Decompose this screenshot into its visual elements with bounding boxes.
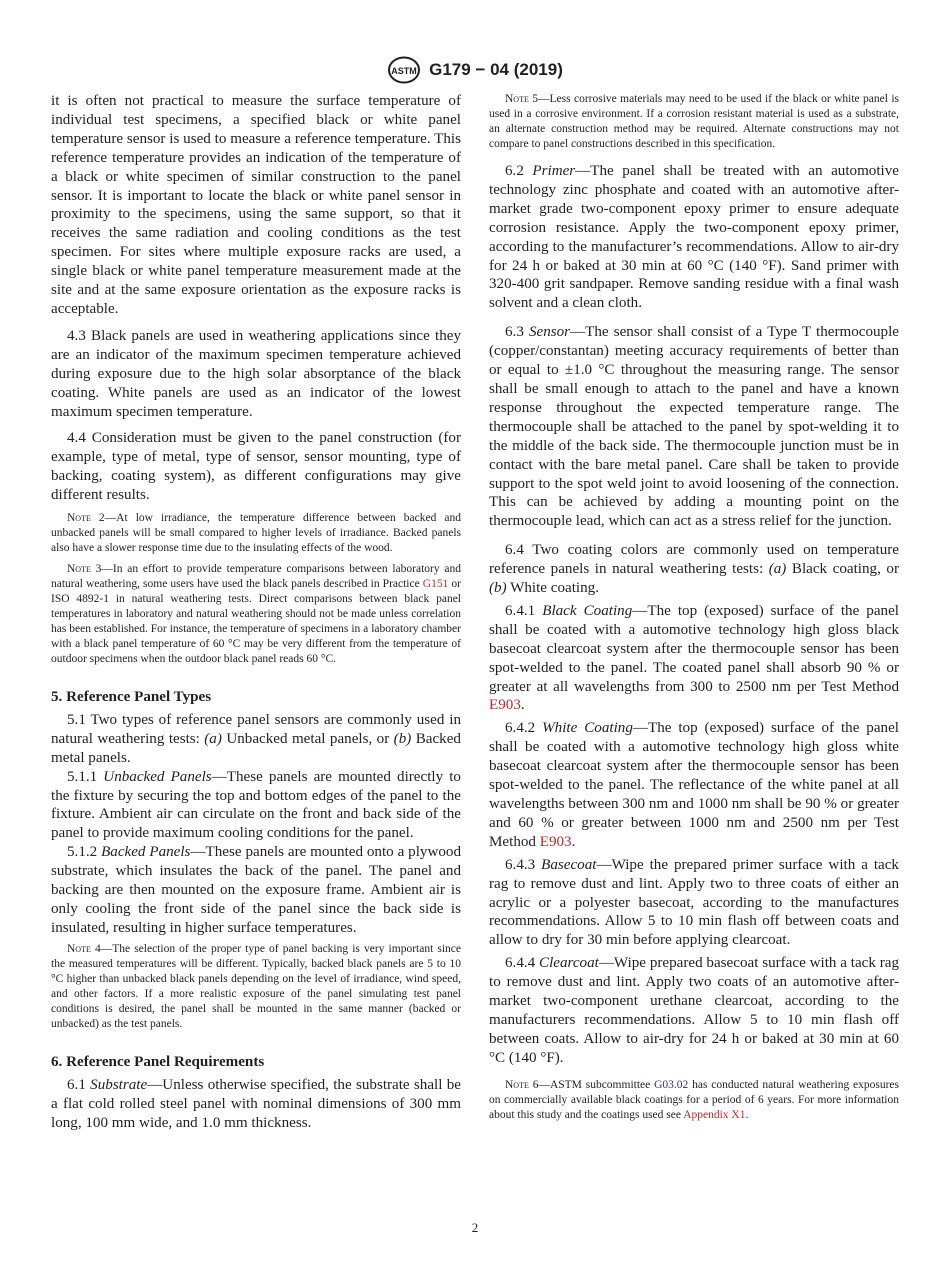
note-4: Note 4—The selection of the proper type of panel backing is very important since the measured temperatures will be different. Typically, backed black panels are 5 to 10 °C higher than unbacked black panels depending on the level of irradiance, wind speed, and other factors. If a more realistic exposure of the panel simulating test panel conditions is desired, the panel shall be mounted in the same manner (backed or unbacked) as the test panels. [51,942,461,1030]
paragraph-5-1: 5.1 Two types of reference panel sensors are commonly used in natural weathering tests: (a) Unbacked metal panels, or (b) Backed metal panels. [51,711,461,766]
left-column [51,92,461,1132]
note-6: Note 6—ASTM subcommittee G03.02 has conducted natural weathering exposures on commercially available black coatings for a period of 6 years. For more information about this study and the coatings used see Appendix X1. [489,1078,900,1121]
right-column [489,92,899,1123]
page-header [0,56,950,84]
note-5: Note 5—Less corrosive materials may need to be used if the black or white panel is used in a corrosive environment. If a corrosion resistant material is used as a substrate, an alternate construction method may be required. Alternate constructions may not compare to panel constructions described in this specification. [489,93,899,150]
paragraph-6-3: 6.3 Sensor—The sensor shall consist of a Type T thermocouple (copper/constantan) meeting accuracy requirements of better than or equal to ±1.0 °C throughout the measuring range. The sensor shall be small enough to attach to the panel and have a known response throughout the expected temperature range. The thermocouple shall be attached to the panel by spot-welding it to the middle of the back side. The thermocouple junction must be in contact with the bare metal panel. Care shall be taken to provide support to the spot weld joint to avoid loosening of the connection. This can be achieved by adding a mounting point on the thermocouple lead, which can act as a stress relief for the junction. [489,324,900,530]
link-g151[interactable]: G151 [422,578,449,591]
paragraph-6-4: 6.4 Two coating colors are commonly used on temperature reference panels in natural weathering tests: (a) Black coating, or (b) White coating. [489,542,899,597]
paragraph-6-4-2: 6.4.2 White Coating—The top (exposed) surface of the panel shall be coated with a automotive technology high gloss white basecoat clearcoat system after the thermocouple sensor has been spot-welded to the panel. The reflectance of the white panel at all wavelengths between 300 nm and 1000 nm shall be 90 % or greater and 60 % or greater between 1000 nm and 2500 nm per Test Method E903. [489,720,899,850]
paragraph-6-4-3: 6.4.3 Basecoat—Wipe the prepared primer surface with a tack rag to remove dust and lint. Apply two to three coats of either an acrylic or a polyester basecoat, according to the manufactures recommendations. Allow 5 to 10 min flash off between coats and allow to dry for 30 min before applying clearcoat. [489,856,899,949]
svg-text:ASTM: ASTM [391,66,417,76]
link-g03-02[interactable]: G03.02 [654,1078,689,1091]
astm-logo-icon [387,56,421,84]
paragraph-4-3: 4.3 Black panels are used in weathering applications since they are an indicator of the maximum specimen temperature achieved during exposure due to the high solar absorptance of the black coating. White panels are used as an indicator of the lowest maximum specimen temperature. [51,327,461,420]
section-5-heading: 5. Reference Panel Types [51,689,212,706]
paragraph-4-4: 4.4 Consideration must be given to the panel construction (for example, type of metal, type of sensor, sensor mounting, type of backing, coating system), as different configurations may give different results. [51,430,461,504]
paragraph-6-1: 6.1 Substrate—Unless otherwise specified, the substrate shall be a flat cold rolled steel panel with nominal dimensions of 300 mm long, 100 mm wide, and 1.0 mm thickness. [51,1076,461,1131]
paragraph-continued: it is often not practical to measure the surface temperature of individual test specimens, a specified black or white panel temperature sensor is used to measure a reference temperature. This reference temperature provides an indication of the temperature of a black or white specimen of similar construction to the panel sensor. It is important to locate the black or white panel sensor in proximity to the specimens, using the same support, so that it receives the same radiation and cooling conditions as the test specimen. For sites where multiple exposure racks are used, a single black or white panel temperature measurement made at the site and at the same exposure orientation as the exposure racks is acceptable. [51,93,461,317]
paragraph-6-4-1: 6.4.1 Black Coating—The top (exposed) surface of the panel shall be coated with a automotive technology high gloss black basecoat clearcoat system after the thermocouple sensor has been spot-welded to the panel. The coated panel shall absorb 90 % or greater at all wavelengths from 300 to 2500 nm per Test Method E903. [489,602,899,714]
note-3: Note 3—In an effort to provide temperature comparisons between laboratory and natural weathering, some users have used the black panels described in Practice G151 or ISO 4892-1 in natural weathering tests. Direct comparisons between black panel temperatures in laboratory and natural weathering should not be made unless correlation has been established. For instance, the temperature of specimens in a laboratory chamber with a black panel temperature of 60 °C may be very different from the temperature of outdoor specimens when the outdoor black panel reads 60 °C. [51,563,461,666]
paragraph-5-1-2: 5.1.2 Backed Panels—These panels are mounted onto a plywood substrate, which insulates the back of the panel. The panel and backing are then mounted on the exposure frame. Ambient air is only cooling the front side of the panel since the back side is insulated, resulting in higher surface temperatures. [51,844,461,936]
link-e903-black[interactable]: E903 [489,697,521,714]
paragraph-5-1-1: 5.1.1 Unbacked Panels—These panels are mounted directly to the fixture by securing the top and bottom edges of the panel to the fixture. Ambient air can circulate on the front and back side of the panel to provide maximum cooling conditions for the panel. [51,768,461,842]
standard-designation: G179 − 04 (2019) [429,60,563,79]
link-e903-white[interactable]: E903 [539,833,572,850]
section-6-heading: 6. Reference Panel Requirements [51,1053,265,1070]
page-number: 2 [471,1220,479,1235]
paragraph-6-4-4: 6.4.4 Clearcoat—Wipe prepared basecoat surface with a tack rag to remove dust and lint. Apply two coats of an automotive after-market two-component urethane clearcoat, according to the manufacturers recommendations. Allow 5 to 10 min flash off between coats. Allow to air-dry for 24 h or baked at 30 min at 60 °C (140 °F). [489,955,899,1066]
paragraph-6-2: 6.2 Primer—The panel shall be treated with an automotive technology zinc phosphate and coated with an automotive after-market grade two-component epoxy primer to ensure adequate corrosion resistance. Apply the two-component epoxy primer, according to the manufacturer’s recommendations. Allow to air-dry for 24 h or baked at 30 min at 60 °C (140 °F). Sand primer with 320-400 grit sandpaper. Remove sanding residue with a final wash solvent and a clean cloth. [489,163,899,312]
note-2: Note 2—At low irradiance, the temperature difference between backed and unbacked panels will be small compared to higher levels of irradiance. Backed panels also have a slower response time due to the insulating effects of the wood. [51,512,461,555]
link-appendix-x1[interactable]: Appendix X1 [683,1108,746,1121]
